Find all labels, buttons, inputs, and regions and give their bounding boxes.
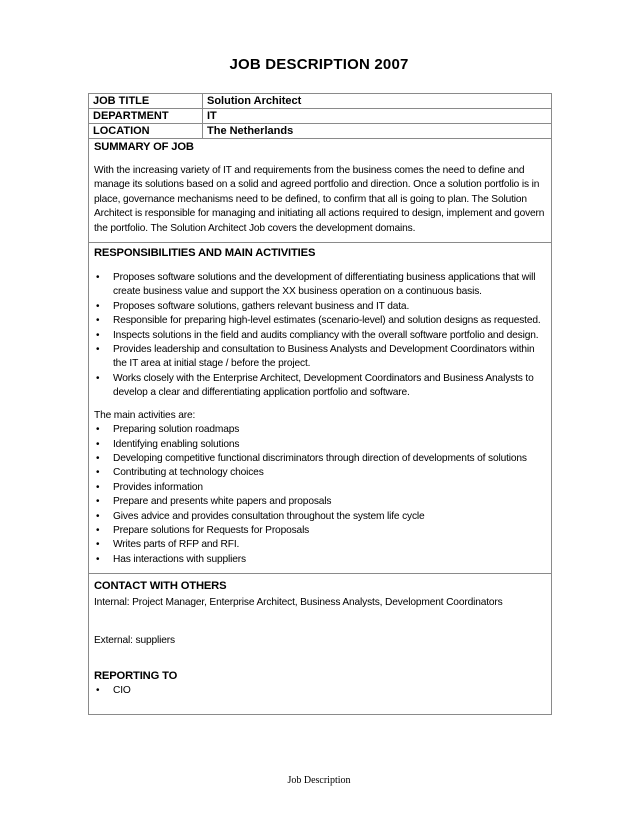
list-item: • Identifying enabling solutions xyxy=(94,438,546,452)
responsibilities-list xyxy=(94,271,546,401)
reporting-list xyxy=(94,684,546,698)
row-label: DEPARTMENT xyxy=(89,109,203,123)
list-item: • Gives advice and provides consultation throughout the system life cycle xyxy=(94,510,546,524)
activities-intro: The main activities are: xyxy=(94,409,196,421)
page-title: JOB DESCRIPTION 2007 xyxy=(229,56,409,73)
row-label: JOB TITLE xyxy=(89,94,203,108)
list-item: • Writes parts of RFP and RFI. xyxy=(94,538,546,552)
header-row-location xyxy=(89,124,551,139)
summary-section xyxy=(89,139,551,243)
list-item: • Has interactions with suppliers xyxy=(94,553,546,567)
list-item: • Prepare and presents white papers and proposals xyxy=(94,495,546,509)
list-item: • Contributing at technology choices xyxy=(94,466,546,480)
list-item: • Works closely with the Enterprise Architect, Development Coordinators and Business Analysts to develop a clear and differentiating application portfolio and software. xyxy=(94,372,546,401)
list-item: • Preparing solution roadmaps xyxy=(94,423,546,437)
job-description-table xyxy=(88,93,552,715)
activities-list xyxy=(94,423,546,567)
list-item: • Inspects solutions in the field and audits compliancy with the overall software portfolio and design. xyxy=(94,329,546,343)
section-heading: SUMMARY OF JOB xyxy=(94,141,194,153)
section-heading: RESPONSIBILITIES AND MAIN ACTIVITIES xyxy=(94,247,316,260)
contact-section xyxy=(89,574,551,714)
list-item: • Proposes software solutions, gathers relevant business and IT data. xyxy=(94,300,546,314)
responsibilities-section xyxy=(89,243,551,574)
summary-text: With the increasing variety of IT and requirements from the business comes the need to define and manage its solutions based on a solid and agreed portfolio and direction. Once a solution portfolio is in place, governance mechanisms need to be defined, to confirm that all is going to plan. The Solution Architect is responsible for managing and initiating all actions required to design, implement and govern the portfolio. The Solution Architect Job covers the development domains. xyxy=(94,165,545,234)
row-value: IT xyxy=(207,110,217,122)
list-item: • Proposes software solutions and the development of differentiating business applications that will create business value and support the XX business operation on a continuous basis. xyxy=(94,271,546,300)
list-item: • Prepare solutions for Requests for Proposals xyxy=(94,524,546,538)
header-row-job-title xyxy=(89,94,551,109)
contact-internal: Internal: Project Manager, Enterprise Architect, Business Analysts, Development Coordinators xyxy=(94,597,503,609)
row-label: LOCATION xyxy=(89,124,203,138)
section-heading: CONTACT WITH OTHERS xyxy=(94,580,227,593)
header-row-department xyxy=(89,109,551,124)
contact-external: External: suppliers xyxy=(94,634,175,646)
list-item: • CIO xyxy=(94,684,546,698)
list-item: • Developing competitive functional discriminators through direction of developments of solutions xyxy=(94,452,546,466)
list-item: • Provides leadership and consultation to Business Analysts and Development Coordinators within the IT area at initial stage / before the project. xyxy=(94,343,546,372)
row-value: Solution Architect xyxy=(207,95,302,107)
section-heading: REPORTING TO xyxy=(94,669,178,682)
list-item: • Provides information xyxy=(94,481,546,495)
list-item: • Responsible for preparing high-level estimates (scenario-level) and solution designs as requested. xyxy=(94,314,546,328)
page-footer: Job Description xyxy=(287,775,351,786)
row-value: The Netherlands xyxy=(207,125,294,137)
